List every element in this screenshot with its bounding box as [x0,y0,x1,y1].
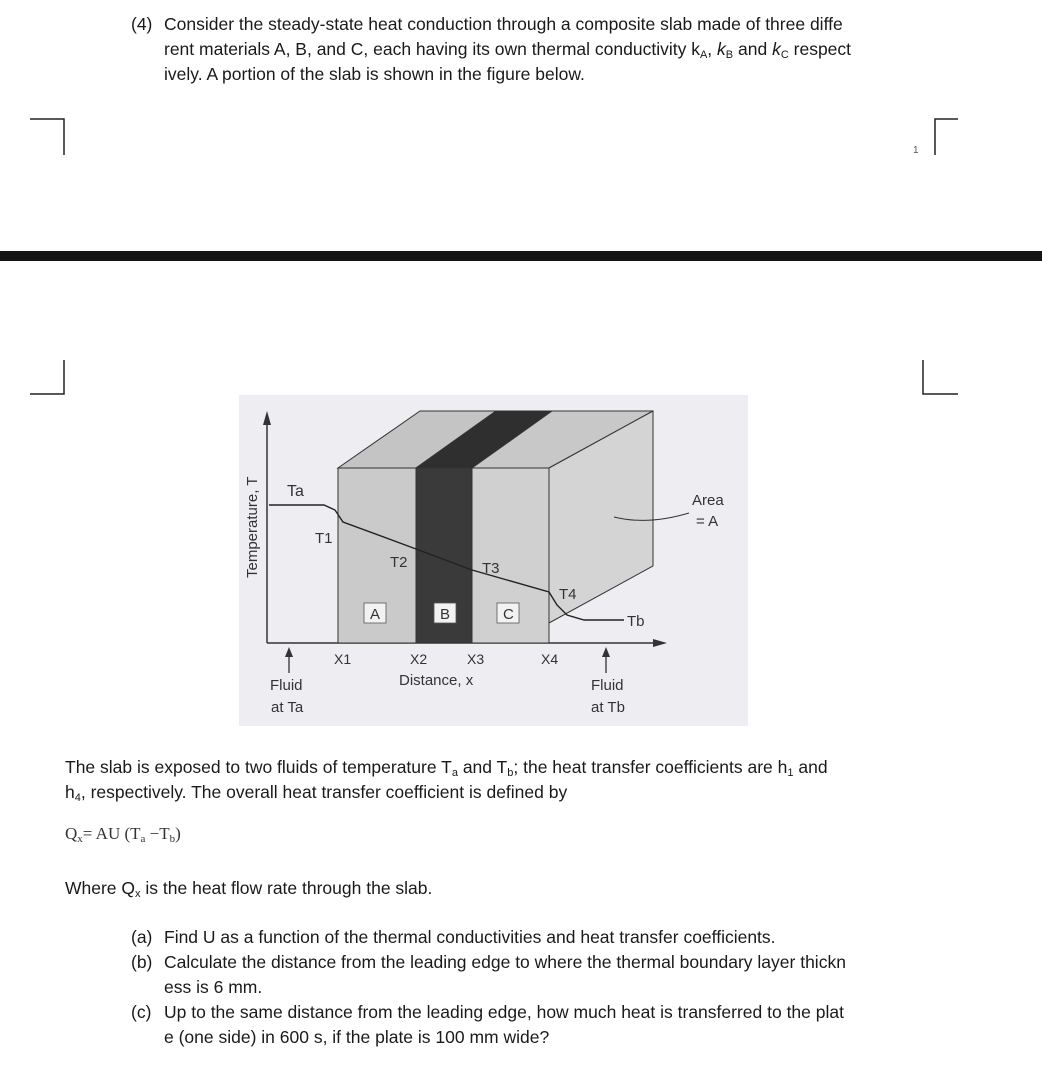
crop-mark-top-left [30,117,70,157]
question-line-2-tail: respect [788,39,852,59]
where-line [65,876,432,907]
where-sub: x [135,888,141,900]
formula-lhs: Q [65,824,78,843]
sub-b: b [507,767,514,779]
temp-label-t4: T4 [559,586,577,603]
x-axis-arrow [653,639,667,647]
slab-diagram [239,395,748,726]
k-b: k [717,39,726,59]
crop-mark-top-right [930,117,960,157]
position-x2: X2 [410,651,428,667]
para1-text-e: h [65,782,75,802]
para1-text-b: and T [457,757,508,777]
para1-text-c: ; the heat transfer coefficients are h [513,757,788,777]
composite-slab-figure [239,395,748,726]
formula-sub-x: x [77,833,83,845]
temp-label-tb: Tb [627,613,645,630]
item-a-line-1: Find U as a function of the thermal conductivities and heat transfer coefficients. [164,927,776,947]
question-line-2: rent materials A, B, and C, each having its own thermal conductivity $k_A$, $k_B$ and $k_C$ respect [164,39,852,61]
question-line-3: ively. A portion of the slab is shown in the figure below. [164,64,585,84]
fluid-right-arrowhead [602,647,610,657]
page-break-bar [0,251,1042,261]
para1-text-f: , respectively. The overall heat transfer coefficient is defined by [80,782,568,802]
item-a-label: (a) [131,927,153,947]
position-x1: X1 [334,651,352,667]
question-line-1: Consider the steady-state heat conduction through a composite slab made of three diffe [164,14,843,34]
heat-flow-formula [65,824,181,845]
question-number: (4) [131,14,153,34]
temp-label-t1: T1 [315,530,333,547]
formula-eq: = AU (T [82,824,141,843]
k-sub-b: B [725,49,734,61]
y-axis-label: Temperature, T [244,476,261,578]
formula-end: ) [175,824,181,843]
fluid-left-label-2: at Ta [271,699,304,716]
temp-label-t3: T3 [482,560,500,577]
page-mark-number: 1 [913,145,919,156]
area-label-1: Area [692,492,724,509]
temp-label-ta: Ta [287,483,304,500]
area-label-2: = A [696,513,719,530]
fluid-left-arrowhead [285,647,293,657]
k-sub-a: A [699,49,708,61]
x-axis-label: Distance, x [399,672,474,689]
item-b-line-2: ess is 6 mm. [164,977,263,997]
fluid-right-label-2: at Tb [591,699,625,716]
question-line-2-text: rent materials A, B, and C, each having its own thermal conductivity k [164,39,700,59]
material-label-c: C [503,606,514,623]
where-text-a: Where Q [65,878,136,898]
sub-1: 1 [787,767,794,779]
item-c-line-2: e (one side) in 600 s, if the plate is 100 mm wide? [164,1027,550,1047]
item-b-label: (b) [131,952,153,972]
k-c: k [772,39,781,59]
crop-mark-bottom-left [30,360,70,400]
para1-text-d: and [793,757,828,777]
fluid-right-label-1: Fluid [591,677,624,694]
k-sub-c: C [780,49,789,61]
and-word: and [738,39,768,59]
crop-mark-bottom-right [920,360,960,400]
formula-sub-b: b [169,833,176,845]
item-c-line-1: Up to the same distance from the leading edge, how much heat is transferred to the plat [164,1002,844,1022]
material-label-a: A [370,606,381,623]
paragraph-line-2 [65,780,567,811]
item-b-line-1: Calculate the distance from the leading edge to where the thermal boundary layer thickn [164,952,846,972]
material-label-b: B [440,606,451,623]
sub-a: a [451,767,458,779]
fluid-left-label-1: Fluid [270,677,303,694]
item-c-label: (c) [131,1002,152,1022]
where-text-b: is the heat flow rate through the slab. [140,878,433,898]
sub-4: 4 [74,792,81,804]
temp-label-t2: T2 [390,554,408,571]
formula-mid: −T [145,824,170,843]
position-x3: X3 [467,651,485,667]
formula-sub-a: a [140,833,146,845]
position-x4: X4 [541,651,559,667]
para1-text-a: The slab is exposed to two fluids of temperature T [65,757,452,777]
y-axis-arrow [263,411,271,425]
